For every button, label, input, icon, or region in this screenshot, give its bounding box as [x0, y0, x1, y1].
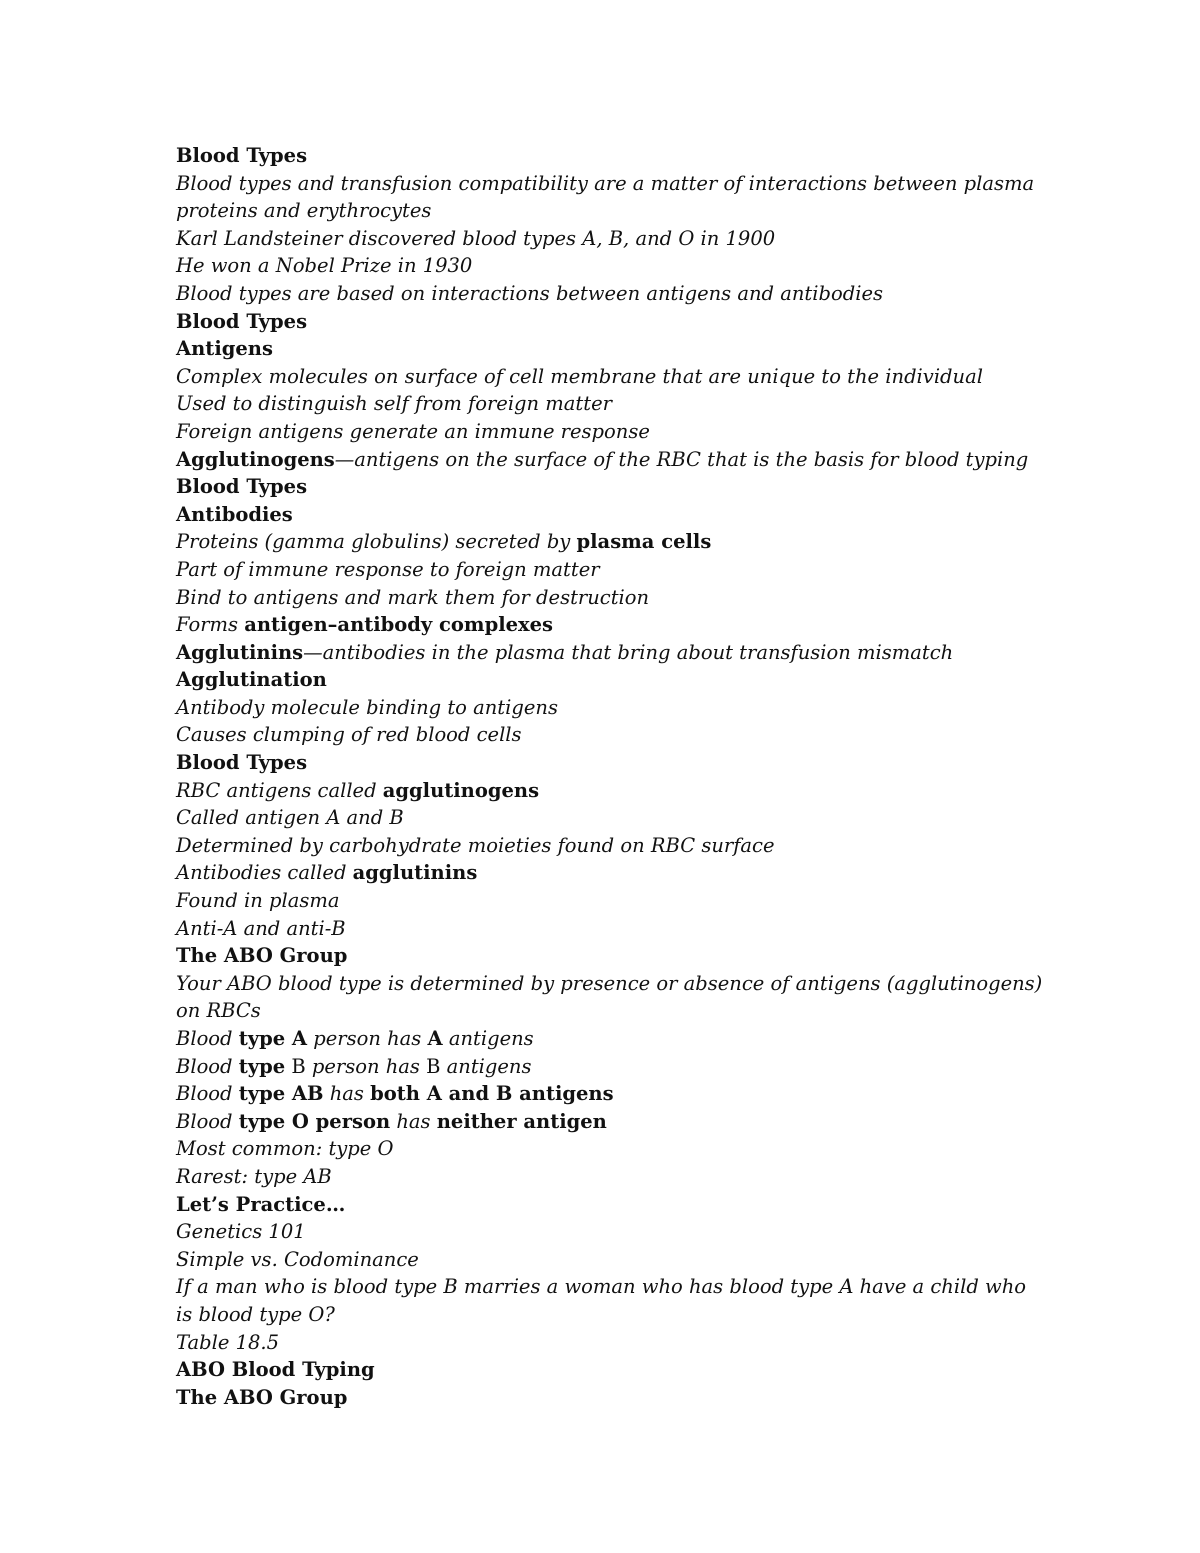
- text-span: has: [390, 1109, 437, 1133]
- section-heading: [176, 335, 1046, 363]
- text-line: [176, 1080, 1046, 1108]
- section-heading: [176, 473, 1046, 501]
- text-span: —antigens on the surface of the RBC that is the basis for blood typing: [334, 447, 1029, 471]
- text-line: [176, 639, 1046, 667]
- text-span: Your ABO blood type is determined by presence or absence of antigens (agglutinogens) on RBCs: [176, 971, 1043, 1023]
- text-span: Blood: [176, 1054, 239, 1078]
- text-line: [176, 970, 1046, 1025]
- bold-text: The ABO Group: [176, 944, 348, 968]
- bold-text: Agglutinogens: [176, 447, 335, 471]
- text-span: If a man who is blood type B marries a woman who has blood type A have a child who is blood type O?: [176, 1275, 1027, 1326]
- text-span: has: [323, 1082, 371, 1106]
- text-line: [176, 1053, 1046, 1081]
- text-span: person has: [305, 1054, 427, 1078]
- section-heading: [176, 1191, 1046, 1219]
- bold-text: Antibodies: [176, 502, 293, 526]
- text-line: [176, 721, 1046, 749]
- text-line: [176, 777, 1046, 805]
- text-span: Blood types and transfusion compatibility are a matter of interactions between plasma proteins and erythrocytes: [176, 171, 1035, 223]
- text-line: [176, 1025, 1046, 1053]
- bold-text: Agglutination: [176, 668, 327, 692]
- section-heading: [176, 308, 1046, 336]
- text-span: Simple vs. Codominance: [176, 1247, 419, 1271]
- bold-text: type O person: [238, 1109, 391, 1133]
- text-span: Foreign antigens generate an immune response: [176, 419, 650, 443]
- bold-text: type: [238, 1054, 286, 1078]
- text-line: [176, 1218, 1046, 1246]
- text-span: Found in plasma: [176, 889, 340, 913]
- bold-text: Blood Types: [176, 144, 308, 167]
- text-span: Proteins (gamma globulins) secreted by: [176, 530, 577, 554]
- bold-text: type AB: [238, 1082, 324, 1106]
- text-line: [176, 1329, 1046, 1357]
- text-span: Blood types are based on interactions between antigens and antibodies: [176, 281, 883, 305]
- text-span: Determined by carbohydrate moieties found on RBC surface: [176, 833, 775, 857]
- text-line: [176, 363, 1046, 391]
- text-line: [176, 1273, 1046, 1328]
- text-span: Antibody molecule binding to antigens: [176, 695, 558, 719]
- section-heading: [176, 142, 1046, 170]
- text-line: [176, 1163, 1046, 1191]
- text-line: [176, 832, 1046, 860]
- section-heading: [176, 942, 1046, 970]
- text-span: Used to distinguish self from foreign matter: [176, 392, 612, 416]
- text-span: Genetics 101: [176, 1220, 306, 1244]
- text-line: [176, 446, 1046, 474]
- text-line: [176, 225, 1046, 253]
- bold-text: antigen–antibody complexes: [244, 613, 554, 637]
- text-span: He won a Nobel Prize in 1930: [176, 254, 473, 278]
- bold-text: agglutinins: [352, 861, 478, 885]
- text-span: Rarest: type AB: [176, 1164, 332, 1188]
- text-line: [176, 170, 1046, 225]
- text-line: [176, 694, 1046, 722]
- section-heading: [176, 749, 1046, 777]
- text-span: Forms: [176, 613, 245, 637]
- text-line: [176, 390, 1046, 418]
- bold-text: plasma cells: [576, 530, 712, 554]
- text-span: Causes clumping of red blood cells: [176, 723, 522, 747]
- text-line: [176, 804, 1046, 832]
- bold-text: Blood Types: [176, 751, 308, 775]
- text-line: [176, 418, 1046, 446]
- text-span: —antibodies in the plasma that bring about transfusion mismatch: [303, 640, 954, 664]
- text-span: Most common: type O: [176, 1137, 394, 1161]
- text-span: Table 18.5: [176, 1330, 279, 1354]
- bold-text: Blood Types: [176, 309, 308, 333]
- text-line: [176, 1108, 1046, 1136]
- text-span: B: [426, 1054, 441, 1078]
- text-span: antigens: [442, 1027, 534, 1050]
- text-span: B: [291, 1054, 306, 1078]
- bold-text: ABO Blood Typing: [176, 1358, 375, 1382]
- text-line: [176, 1246, 1046, 1274]
- text-line: [176, 859, 1046, 887]
- bold-text: Agglutinins: [176, 640, 304, 664]
- text-span: Antibodies called: [176, 861, 353, 885]
- bold-text: A: [427, 1027, 443, 1050]
- text-span: Complex molecules on surface of cell membrane that are unique to the individual: [176, 364, 983, 388]
- text-line: [176, 915, 1046, 943]
- bold-text: type A: [238, 1027, 308, 1050]
- bold-text: both A and B antigens: [370, 1082, 614, 1106]
- text-span: Karl Landsteiner discovered blood types A, B, and O in 1900: [176, 226, 776, 250]
- text-line: [176, 528, 1046, 556]
- text-span: Bind to antigens and mark them for destruction: [176, 585, 650, 609]
- section-heading: [176, 666, 1046, 694]
- bold-text: neither antigen: [436, 1109, 607, 1133]
- document-page: [176, 142, 1046, 1411]
- section-heading: [176, 1356, 1046, 1384]
- bold-text: Blood Types: [176, 475, 308, 499]
- text-span: Blood: [176, 1082, 239, 1106]
- section-heading: [176, 501, 1046, 529]
- text-line: [176, 1135, 1046, 1163]
- text-span: RBC antigens called: [176, 778, 383, 802]
- text-span: Anti-A and anti-B: [176, 916, 346, 940]
- text-line: [176, 887, 1046, 915]
- text-span: Part of immune response to foreign matter: [176, 557, 600, 581]
- text-span: Called antigen A and B: [176, 806, 404, 830]
- bold-text: agglutinogens: [382, 778, 540, 802]
- text-line: [176, 252, 1046, 280]
- text-line: [176, 280, 1046, 308]
- section-heading: [176, 1384, 1046, 1412]
- bold-text: Let’s Practice…: [176, 1192, 346, 1216]
- text-line: [176, 611, 1046, 639]
- bold-text: Antigens: [176, 337, 273, 361]
- text-span: Blood: [176, 1109, 239, 1133]
- text-line: [176, 584, 1046, 612]
- text-span: Blood: [176, 1027, 239, 1050]
- bold-text: The ABO Group: [176, 1385, 348, 1409]
- text-line: [176, 556, 1046, 584]
- text-span: antigens: [440, 1054, 532, 1078]
- text-span: person has: [307, 1027, 428, 1050]
